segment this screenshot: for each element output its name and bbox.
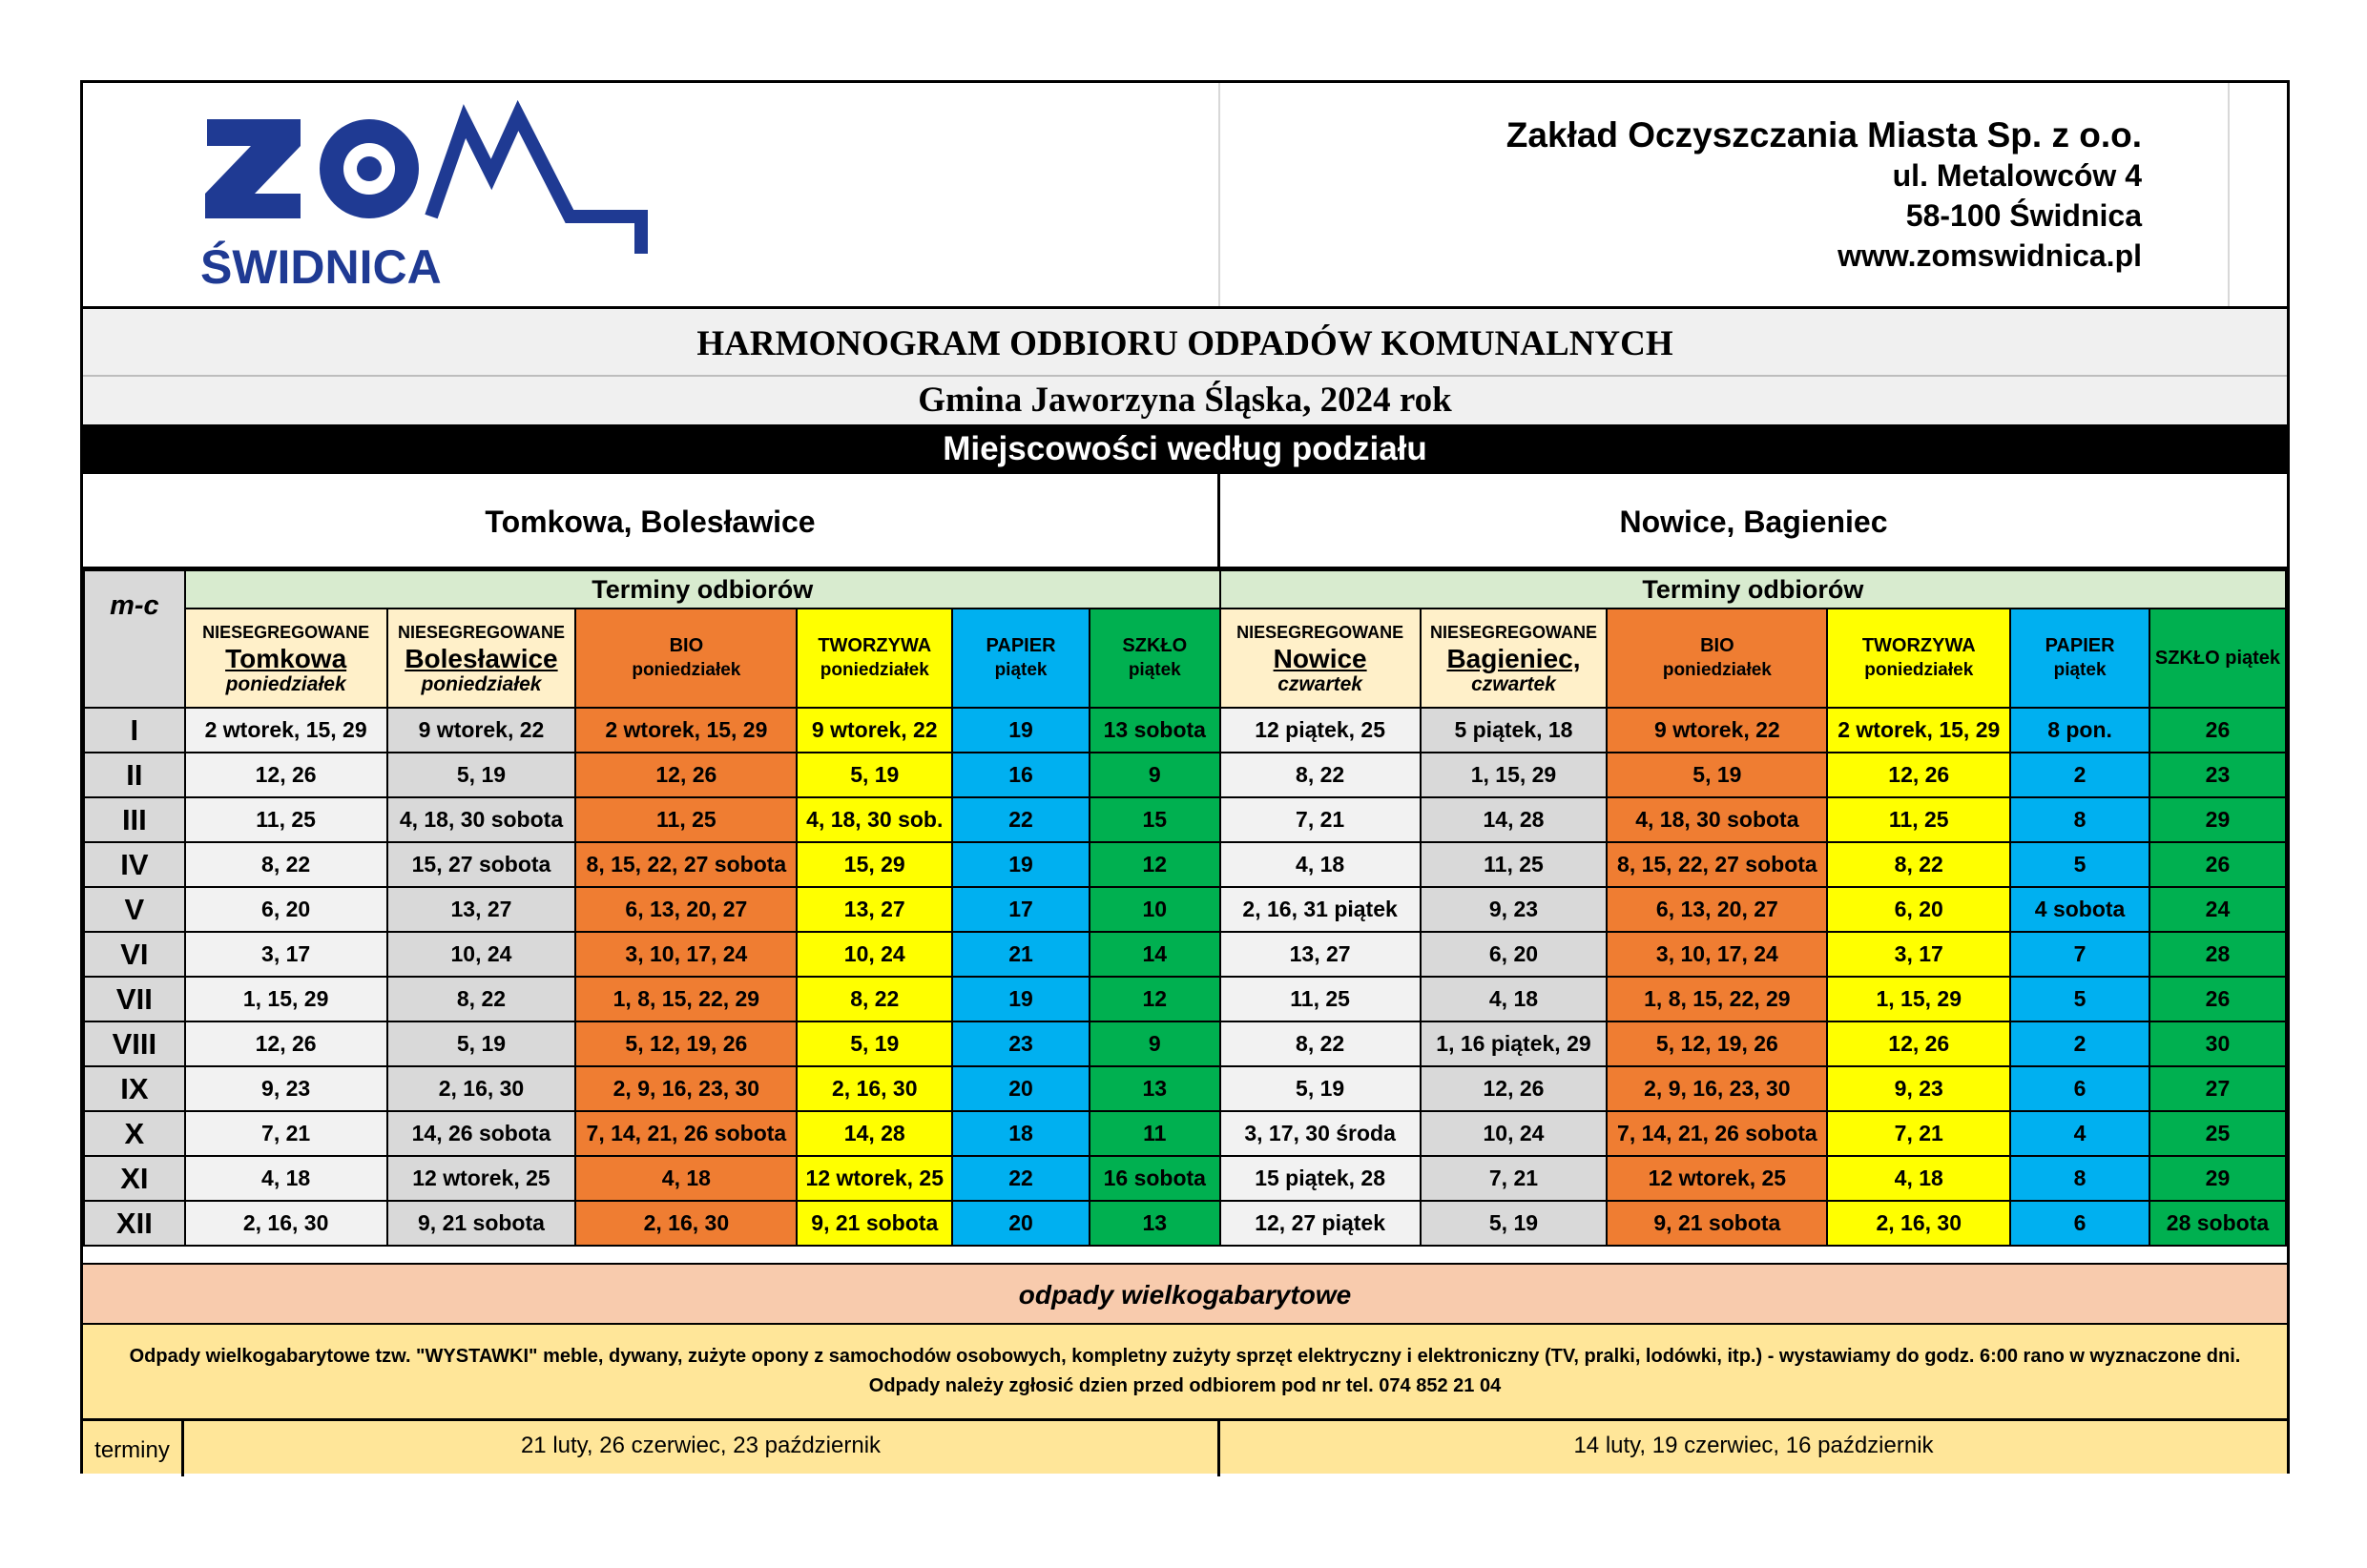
cell-papier-right: 5 bbox=[2010, 842, 2149, 887]
cell-szklo-right: 30 bbox=[2149, 1021, 2286, 1066]
table-row bbox=[84, 1201, 2286, 1246]
region-left: Tomkowa, Bolesławice bbox=[83, 474, 1220, 569]
cell-niesegregowane-boleslawice: 10, 24 bbox=[387, 932, 576, 977]
cell-bio-right: 1, 8, 15, 22, 29 bbox=[1607, 977, 1827, 1021]
table-row bbox=[84, 797, 2286, 842]
cell-tworzywa-right: 8, 22 bbox=[1827, 842, 2010, 887]
cell-niesegregowane-boleslawice: 9 wtorek, 22 bbox=[387, 708, 576, 753]
month-cell: II bbox=[84, 753, 185, 797]
cell-bio-right: 6, 13, 20, 27 bbox=[1607, 887, 1827, 932]
terminy-left: Terminy odbiorów bbox=[185, 570, 1220, 609]
cell-szklo-right: 28 sobota bbox=[2149, 1201, 2286, 1246]
table-row bbox=[84, 1156, 2286, 1201]
cell-niesegregowane-tomkowa: 6, 20 bbox=[185, 887, 387, 932]
cell-bio-right: 5, 19 bbox=[1607, 753, 1827, 797]
cell-bio-right: 4, 18, 30 sobota bbox=[1607, 797, 1827, 842]
table-row bbox=[84, 977, 2286, 1021]
col-header-papier-right: PAPIER piątek bbox=[2010, 609, 2149, 708]
cell-szklo-left: 11 bbox=[1090, 1111, 1220, 1156]
cell-papier-left: 17 bbox=[952, 887, 1090, 932]
cell-tworzywa-left: 2, 16, 30 bbox=[797, 1066, 952, 1111]
cell-niesegregowane-bagieniec: 12, 26 bbox=[1421, 1066, 1608, 1111]
bulky-waste-title: odpady wielkogabarytowe bbox=[83, 1263, 2287, 1323]
month-cell: IX bbox=[84, 1066, 185, 1111]
cell-papier-left: 20 bbox=[952, 1066, 1090, 1111]
cell-niesegregowane-tomkowa: 3, 17 bbox=[185, 932, 387, 977]
cell-niesegregowane-bagieniec: 4, 18 bbox=[1421, 977, 1608, 1021]
cell-niesegregowane-boleslawice: 4, 18, 30 sobota bbox=[387, 797, 576, 842]
cell-tworzywa-right: 7, 21 bbox=[1827, 1111, 2010, 1156]
cell-szklo-left: 16 sobota bbox=[1090, 1156, 1220, 1201]
cell-niesegregowane-boleslawice: 9, 21 sobota bbox=[387, 1201, 576, 1246]
month-cell: VIII bbox=[84, 1021, 185, 1066]
terminy-right: Terminy odbiorów bbox=[1220, 570, 2286, 609]
cell-niesegregowane-bagieniec: 5, 19 bbox=[1421, 1201, 1608, 1246]
table-row bbox=[84, 1111, 2286, 1156]
col-header-tworzywa-right: TWORZYWA poniedziałek bbox=[1827, 609, 2010, 708]
bulky-waste-note bbox=[83, 1323, 2287, 1418]
cell-niesegregowane-nowice: 5, 19 bbox=[1220, 1066, 1421, 1111]
cell-tworzywa-right: 6, 20 bbox=[1827, 887, 2010, 932]
cell-szklo-right: 29 bbox=[2149, 1156, 2286, 1201]
company-info bbox=[1220, 83, 2290, 306]
cell-szklo-left: 13 sobota bbox=[1090, 708, 1220, 753]
cell-niesegregowane-boleslawice: 13, 27 bbox=[387, 887, 576, 932]
cell-niesegregowane-nowice: 13, 27 bbox=[1220, 932, 1421, 977]
bulky-note-line2: Odpady należy zgłosić dzien przed odbiorem pod nr tel. 074 852 21 04 bbox=[868, 1375, 1502, 1396]
cell-niesegregowane-boleslawice: 5, 19 bbox=[387, 753, 576, 797]
table-row bbox=[84, 887, 2286, 932]
cell-bio-left: 1, 8, 15, 22, 29 bbox=[575, 977, 797, 1021]
cell-niesegregowane-boleslawice: 2, 16, 30 bbox=[387, 1066, 576, 1111]
cell-niesegregowane-nowice: 8, 22 bbox=[1220, 1021, 1421, 1066]
cell-szklo-right: 23 bbox=[2149, 753, 2286, 797]
cell-tworzywa-left: 9, 21 sobota bbox=[797, 1201, 952, 1246]
cell-papier-left: 16 bbox=[952, 753, 1090, 797]
cell-niesegregowane-tomkowa: 11, 25 bbox=[185, 797, 387, 842]
cell-bio-left: 12, 26 bbox=[575, 753, 797, 797]
month-cell: III bbox=[84, 797, 185, 842]
cell-niesegregowane-tomkowa: 9, 23 bbox=[185, 1066, 387, 1111]
cell-tworzywa-left: 5, 19 bbox=[797, 1021, 952, 1066]
cell-bio-left: 2, 16, 30 bbox=[575, 1201, 797, 1246]
cell-tworzywa-left: 4, 18, 30 sob. bbox=[797, 797, 952, 842]
cell-niesegregowane-tomkowa: 12, 26 bbox=[185, 1021, 387, 1066]
region-right: Nowice, Bagieniec bbox=[1220, 474, 2287, 569]
col-header-tworzywa-left: TWORZYWA poniedziałek bbox=[797, 609, 952, 708]
company-website[interactable]: www.zomswidnica.pl bbox=[1838, 238, 2142, 273]
section-band: Miejscowości według podziału bbox=[83, 424, 2287, 474]
cell-niesegregowane-bagieniec: 5 piątek, 18 bbox=[1421, 708, 1608, 753]
cell-szklo-right: 27 bbox=[2149, 1066, 2286, 1111]
cell-niesegregowane-nowice: 11, 25 bbox=[1220, 977, 1421, 1021]
cell-bio-right: 9, 21 sobota bbox=[1607, 1201, 1827, 1246]
cell-bio-right: 3, 10, 17, 24 bbox=[1607, 932, 1827, 977]
col-header-bio-left: BIO poniedziałek bbox=[575, 609, 797, 708]
cell-niesegregowane-bagieniec: 14, 28 bbox=[1421, 797, 1608, 842]
cell-papier-right: 7 bbox=[2010, 932, 2149, 977]
cell-tworzywa-right: 9, 23 bbox=[1827, 1066, 2010, 1111]
cell-szklo-right: 26 bbox=[2149, 708, 2286, 753]
bulky-terms-row bbox=[83, 1418, 2287, 1474]
cell-szklo-right: 25 bbox=[2149, 1111, 2286, 1156]
col-header-papier-left: PAPIER piątek bbox=[952, 609, 1090, 708]
cell-bio-right: 5, 12, 19, 26 bbox=[1607, 1021, 1827, 1066]
cell-bio-left: 7, 14, 21, 26 sobota bbox=[575, 1111, 797, 1156]
cell-szklo-left: 12 bbox=[1090, 842, 1220, 887]
company-street: ul. Metalowców 4 bbox=[1892, 158, 2142, 193]
cell-niesegregowane-nowice: 12 piątek, 25 bbox=[1220, 708, 1421, 753]
schedule-table bbox=[83, 569, 2287, 1247]
cell-tworzywa-right: 12, 26 bbox=[1827, 1021, 2010, 1066]
cell-tworzywa-right: 12, 26 bbox=[1827, 753, 2010, 797]
cell-tworzywa-right: 11, 25 bbox=[1827, 797, 2010, 842]
month-cell: VII bbox=[84, 977, 185, 1021]
cell-niesegregowane-tomkowa: 7, 21 bbox=[185, 1111, 387, 1156]
month-cell: IV bbox=[84, 842, 185, 887]
bulky-note-line1: Odpady wielkogabarytowe tzw. "WYSTAWKI" meble, dywany, zużyte opony z samochodów osobowych, kompletny zużyty sprzęt elektryczny i elektroniczny (TV, pralki, lodówki, itp.) - wystawiamy do godz. 6:00 rano w wyznaczone dni. bbox=[129, 1346, 2241, 1367]
cell-niesegregowane-tomkowa: 2, 16, 30 bbox=[185, 1201, 387, 1246]
month-cell: VI bbox=[84, 932, 185, 977]
company-city: 58-100 Świdnica bbox=[1905, 198, 2142, 233]
cell-szklo-left: 9 bbox=[1090, 753, 1220, 797]
table-row bbox=[84, 753, 2286, 797]
cell-papier-left: 19 bbox=[952, 977, 1090, 1021]
cell-papier-right: 8 pon. bbox=[2010, 708, 2149, 753]
cell-papier-left: 22 bbox=[952, 797, 1090, 842]
cell-bio-left: 3, 10, 17, 24 bbox=[575, 932, 797, 977]
cell-bio-left: 8, 15, 22, 27 sobota bbox=[575, 842, 797, 887]
cell-szklo-right: 29 bbox=[2149, 797, 2286, 842]
cell-bio-left: 4, 18 bbox=[575, 1156, 797, 1201]
month-cell: XII bbox=[84, 1201, 185, 1246]
bulky-terms-left: 21 luty, 26 czerwiec, 23 październik bbox=[184, 1421, 1220, 1476]
cell-tworzywa-left: 12 wtorek, 25 bbox=[797, 1156, 952, 1201]
cell-tworzywa-left: 13, 27 bbox=[797, 887, 952, 932]
zom-logo bbox=[188, 96, 665, 297]
table-row bbox=[84, 1066, 2286, 1111]
cell-niesegregowane-tomkowa: 12, 26 bbox=[185, 753, 387, 797]
cell-niesegregowane-nowice: 3, 17, 30 środa bbox=[1220, 1111, 1421, 1156]
cell-bio-left: 11, 25 bbox=[575, 797, 797, 842]
cell-tworzywa-right: 2, 16, 30 bbox=[1827, 1201, 2010, 1246]
cell-papier-right: 4 sobota bbox=[2010, 887, 2149, 932]
col-header-szklo-left: SZKŁO piątek bbox=[1090, 609, 1220, 708]
document-title: HARMONOGRAM ODBIORU ODPADÓW KOMUNALNYCH bbox=[83, 306, 2287, 377]
month-cell: X bbox=[84, 1111, 185, 1156]
cell-papier-left: 22 bbox=[952, 1156, 1090, 1201]
document-subtitle: Gmina Jaworzyna Śląska, 2024 rok bbox=[83, 377, 2287, 424]
col-header-szklo-right: SZKŁO piątek bbox=[2149, 609, 2286, 708]
cell-niesegregowane-bagieniec: 1, 16 piątek, 29 bbox=[1421, 1021, 1608, 1066]
col-header-niesegregowane-nowice: NIESEGREGOWANE Nowice czwartek bbox=[1220, 609, 1421, 708]
bulky-terms-right: 14 luty, 19 czerwiec, 16 październik bbox=[1573, 1433, 1934, 1458]
company-name: Zakład Oczyszczania Miasta Sp. z o.o. bbox=[1505, 115, 2142, 155]
cell-niesegregowane-tomkowa: 1, 15, 29 bbox=[185, 977, 387, 1021]
cell-tworzywa-left: 8, 22 bbox=[797, 977, 952, 1021]
cell-niesegregowane-tomkowa: 4, 18 bbox=[185, 1156, 387, 1201]
cell-papier-right: 6 bbox=[2010, 1201, 2149, 1246]
cell-papier-left: 20 bbox=[952, 1201, 1090, 1246]
cell-niesegregowane-boleslawice: 12 wtorek, 25 bbox=[387, 1156, 576, 1201]
col-header-niesegregowane-bagieniec: NIESEGREGOWANE Bagieniec, czwartek bbox=[1421, 609, 1608, 708]
month-cell: V bbox=[84, 887, 185, 932]
cell-szklo-right: 26 bbox=[2149, 842, 2286, 887]
cell-niesegregowane-bagieniec: 6, 20 bbox=[1421, 932, 1608, 977]
cell-niesegregowane-boleslawice: 8, 22 bbox=[387, 977, 576, 1021]
month-cell: I bbox=[84, 708, 185, 753]
table-row bbox=[84, 1021, 2286, 1066]
cell-tworzywa-left: 9 wtorek, 22 bbox=[797, 708, 952, 753]
cell-niesegregowane-nowice: 7, 21 bbox=[1220, 797, 1421, 842]
cell-tworzywa-left: 5, 19 bbox=[797, 753, 952, 797]
cell-tworzywa-right: 1, 15, 29 bbox=[1827, 977, 2010, 1021]
cell-niesegregowane-nowice: 15 piątek, 28 bbox=[1220, 1156, 1421, 1201]
cell-niesegregowane-tomkowa: 2 wtorek, 15, 29 bbox=[185, 708, 387, 753]
cell-bio-right: 9 wtorek, 22 bbox=[1607, 708, 1827, 753]
cell-szklo-right: 24 bbox=[2149, 887, 2286, 932]
cell-niesegregowane-bagieniec: 9, 23 bbox=[1421, 887, 1608, 932]
cell-szklo-left: 13 bbox=[1090, 1201, 1220, 1246]
col-header-bio-right: BIO poniedziałek bbox=[1607, 609, 1827, 708]
cell-szklo-left: 13 bbox=[1090, 1066, 1220, 1111]
cell-papier-right: 4 bbox=[2010, 1111, 2149, 1156]
cell-bio-right: 7, 14, 21, 26 sobota bbox=[1607, 1111, 1827, 1156]
cell-szklo-left: 12 bbox=[1090, 977, 1220, 1021]
col-header-niesegregowane-tomkowa: NIESEGREGOWANE Tomkowa poniedziałek bbox=[185, 609, 387, 708]
cell-papier-left: 23 bbox=[952, 1021, 1090, 1066]
cell-niesegregowane-nowice: 2, 16, 31 piątek bbox=[1220, 887, 1421, 932]
cell-niesegregowane-boleslawice: 5, 19 bbox=[387, 1021, 576, 1066]
cell-niesegregowane-bagieniec: 11, 25 bbox=[1421, 842, 1608, 887]
schedule-document bbox=[80, 80, 2290, 1474]
cell-bio-left: 2, 9, 16, 23, 30 bbox=[575, 1066, 797, 1111]
cell-niesegregowane-bagieniec: 10, 24 bbox=[1421, 1111, 1608, 1156]
cell-szklo-left: 9 bbox=[1090, 1021, 1220, 1066]
cell-papier-right: 8 bbox=[2010, 1156, 2149, 1201]
cell-papier-right: 2 bbox=[2010, 1021, 2149, 1066]
logo-text-city: ŚWIDNICA bbox=[200, 240, 442, 294]
cell-papier-left: 18 bbox=[952, 1111, 1090, 1156]
cell-bio-right: 8, 15, 22, 27 sobota bbox=[1607, 842, 1827, 887]
cell-papier-left: 19 bbox=[952, 842, 1090, 887]
cell-niesegregowane-tomkowa: 8, 22 bbox=[185, 842, 387, 887]
month-cell: XI bbox=[84, 1156, 185, 1201]
cell-papier-right: 6 bbox=[2010, 1066, 2149, 1111]
cell-papier-right: 5 bbox=[2010, 977, 2149, 1021]
cell-niesegregowane-bagieniec: 7, 21 bbox=[1421, 1156, 1608, 1201]
table-row bbox=[84, 932, 2286, 977]
cell-tworzywa-left: 10, 24 bbox=[797, 932, 952, 977]
cell-niesegregowane-nowice: 12, 27 piątek bbox=[1220, 1201, 1421, 1246]
cell-szklo-right: 26 bbox=[2149, 977, 2286, 1021]
cell-niesegregowane-boleslawice: 14, 26 sobota bbox=[387, 1111, 576, 1156]
cell-bio-left: 2 wtorek, 15, 29 bbox=[575, 708, 797, 753]
cell-papier-right: 2 bbox=[2010, 753, 2149, 797]
table-row bbox=[84, 708, 2286, 753]
cell-szklo-left: 15 bbox=[1090, 797, 1220, 842]
month-header: m-c bbox=[84, 570, 185, 708]
cell-szklo-left: 14 bbox=[1090, 932, 1220, 977]
cell-tworzywa-left: 14, 28 bbox=[797, 1111, 952, 1156]
cell-niesegregowane-bagieniec: 1, 15, 29 bbox=[1421, 753, 1608, 797]
cell-bio-left: 5, 12, 19, 26 bbox=[575, 1021, 797, 1066]
cell-niesegregowane-nowice: 8, 22 bbox=[1220, 753, 1421, 797]
cell-tworzywa-right: 4, 18 bbox=[1827, 1156, 2010, 1201]
logo-area bbox=[83, 83, 1220, 306]
cell-tworzywa-left: 15, 29 bbox=[797, 842, 952, 887]
table-row bbox=[84, 842, 2286, 887]
cell-tworzywa-right: 2 wtorek, 15, 29 bbox=[1827, 708, 2010, 753]
cell-bio-right: 12 wtorek, 25 bbox=[1607, 1156, 1827, 1201]
cell-szklo-right: 28 bbox=[2149, 932, 2286, 977]
cell-szklo-left: 10 bbox=[1090, 887, 1220, 932]
cell-papier-left: 21 bbox=[952, 932, 1090, 977]
bulky-terms-label: terminy bbox=[83, 1421, 184, 1476]
cell-bio-right: 2, 9, 16, 23, 30 bbox=[1607, 1066, 1827, 1111]
cell-bio-left: 6, 13, 20, 27 bbox=[575, 887, 797, 932]
cell-niesegregowane-nowice: 4, 18 bbox=[1220, 842, 1421, 887]
cell-niesegregowane-boleslawice: 15, 27 sobota bbox=[387, 842, 576, 887]
cell-papier-right: 8 bbox=[2010, 797, 2149, 842]
cell-papier-left: 19 bbox=[952, 708, 1090, 753]
cell-tworzywa-right: 3, 17 bbox=[1827, 932, 2010, 977]
col-header-niesegregowane-boleslawice: NIESEGREGOWANE Bolesławice poniedziałek bbox=[387, 609, 576, 708]
header-divider bbox=[2228, 83, 2230, 306]
